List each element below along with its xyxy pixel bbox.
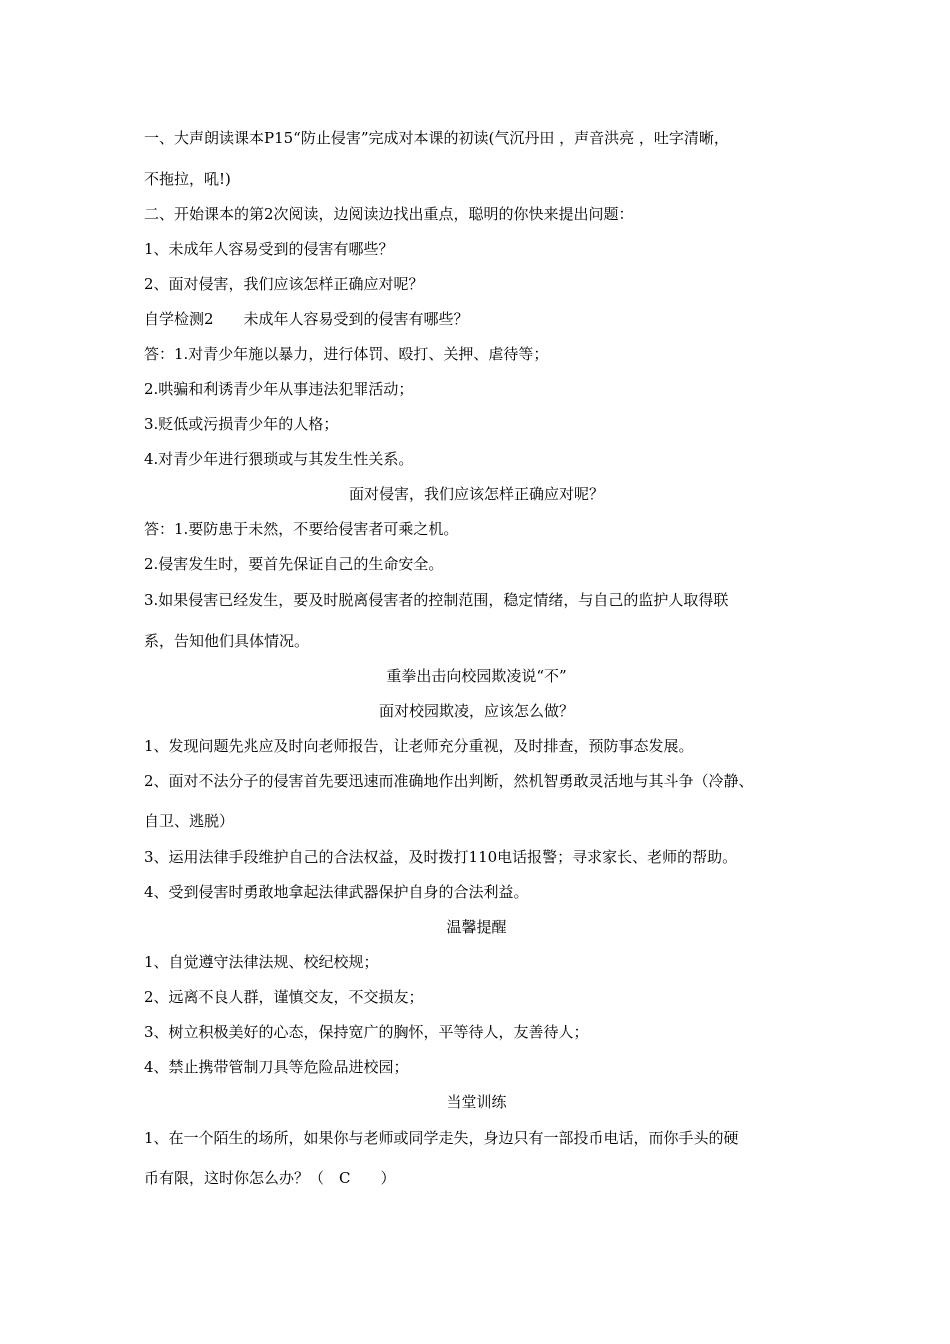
reminder-title: 温馨提醒 <box>446 918 507 936</box>
bullying-item-3: 3、运用法律手段维护自己的合法权益，及时拨打110电话报警；寻求家长、老师的帮助。 <box>144 848 738 866</box>
respond-answer-2: 2.侵害发生时，要首先保证自己的生命安全。 <box>144 555 444 573</box>
practice-title: 当堂训练 <box>446 1093 507 1111</box>
section1-line2: 不拖拉，吼!) <box>144 170 231 188</box>
practice-question-1-line1: 1、在一个陌生的场所，如果你与老师或同学走失，身边只有一部投币电话，而你手头的硬 <box>144 1129 739 1147</box>
reminder-item-2: 2、远离不良人群，谨慎交友，不交损友； <box>144 988 424 1006</box>
section2-question-2: 2、面对侵害，我们应该怎样正确应对呢？ <box>144 275 424 293</box>
self-check-answer-2: 2.哄骗和利诱青少年从事违法犯罪活动； <box>144 380 414 398</box>
section2-question-1: 1、未成年人容易受到的侵害有哪些？ <box>144 240 394 258</box>
bullying-item-4: 4、受到侵害时勇敢地拿起法律武器保护自身的合法利益。 <box>144 883 529 901</box>
bullying-item-2-line2: 自卫、逃脱） <box>144 812 235 830</box>
self-check-heading: 自学检测2 未成年人容易受到的侵害有哪些？ <box>144 310 469 328</box>
respond-answer-3-line2: 系，告知他们具体情况。 <box>144 632 310 650</box>
respond-heading: 面对侵害，我们应该怎样正确应对呢？ <box>348 485 604 503</box>
self-check-answer-4: 4.对青少年进行猥琐或与其发生性关系。 <box>144 450 414 468</box>
self-check-answer-3: 3.贬低或污损青少年的人格； <box>144 415 339 433</box>
bullying-item-2-line1: 2、面对不法分子的侵害首先要迅速而准确地作出判断，然机智勇敢灵活地与其斗争（冷静、 <box>144 772 754 790</box>
bullying-item-1: 1、发现问题先兆应及时向老师报告，让老师充分重视，及时排查，预防事态发展。 <box>144 737 694 755</box>
self-check-answer-1: 答：1.对青少年施以暴力，进行体罚、殴打、关押、虐待等； <box>144 345 549 363</box>
bullying-title: 重拳出击向校园欺凌说“不” <box>386 667 567 685</box>
reminder-item-1: 1、自觉遵守法律法规、校纪校规； <box>144 953 379 971</box>
section2-intro: 二、开始课本的第2次阅读，边阅读边找出重点，聪明的你快来提出问题： <box>144 205 634 223</box>
respond-answer-3-line1: 3.如果侵害已经发生，要及时脱离侵害者的控制范围，稳定情绪，与自己的监护人取得联 <box>144 591 729 609</box>
reminder-item-4: 4、禁止携带管制刀具等危险品进校园； <box>144 1058 409 1076</box>
bullying-subtitle: 面对校园欺凌，应该怎么做？ <box>378 702 574 720</box>
section1-line1: 一、大声朗读课本P15“防止侵害”完成对本课的初读(气沉丹田 ，声音洪亮 ，吐字清晰， <box>144 129 729 147</box>
respond-answer-1: 答：1.要防患于未然，不要给侵害者可乘之机。 <box>144 520 459 538</box>
reminder-item-3: 3、树立积极美好的心态，保持宽广的胸怀，平等待人，友善待人； <box>144 1023 589 1041</box>
practice-question-1-line2: 币有限，这时你怎么办？（ C ） <box>144 1169 396 1187</box>
